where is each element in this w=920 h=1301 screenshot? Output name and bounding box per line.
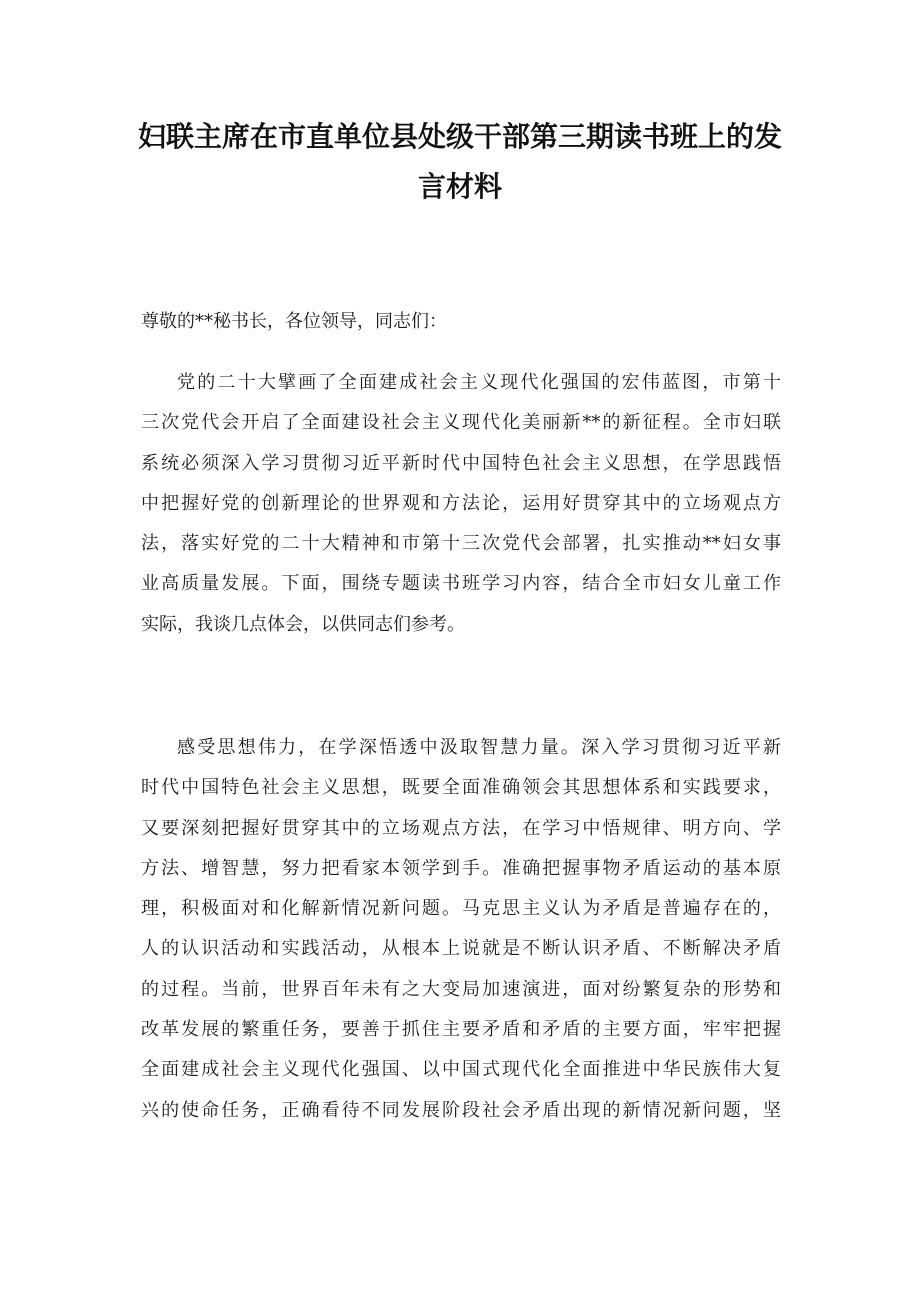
paragraph-line: 法，落实好党的二十大精神和市第十三次党代会部署，扎实推动**妇女事 xyxy=(141,533,781,555)
paragraph-line: 人的认识活动和实践活动，从根本上说就是不断认识矛盾、不断解决矛盾 xyxy=(141,938,781,960)
paragraph-line: 方法、增智慧，努力把看家本领学到手。准确把握事物矛盾运动的基本原 xyxy=(141,857,781,879)
paragraph-line: 党的二十大擘画了全面建成社会主义现代化强国的宏伟蓝图，市第十 xyxy=(177,372,781,393)
paragraph-line: 时代中国特色社会主义思想，既要全面准确领会其思想体系和实践要求， xyxy=(141,777,781,799)
paragraph-line: 兴的使命任务，正确看待不同发展阶段社会矛盾出现的新情况新问题，坚 xyxy=(141,1099,781,1121)
paragraph-line: 理，积极面对和化解新情况新问题。马克思主义认为矛盾是普遍存在的， xyxy=(141,898,781,920)
paragraph-line: 实际，我谈几点体会，以供同志们参考。 xyxy=(141,613,465,635)
paragraph-line: 感受思想伟力，在学深悟透中汲取智慧力量。深入学习贯彻习近平新 xyxy=(177,737,781,758)
paragraph-line: 全面建成社会主义现代化强国、以中国式现代化全面推进中华民族伟大复 xyxy=(141,1059,781,1081)
paragraph-line: 又要深刻把握好贯穿其中的立场观点方法，在学习中悟规律、明方向、学 xyxy=(141,817,781,839)
salutation: 尊敬的**秘书长，各位领导，同志们： xyxy=(141,311,447,332)
paragraph-line: 改革发展的繁重任务，要善于抓住主要矛盾和矛盾的主要方面，牢牢把握 xyxy=(141,1019,781,1041)
paragraph-line: 业高质量发展。下面，围绕专题读书班学习内容，结合全市妇女儿童工作 xyxy=(141,573,781,595)
title-line-2: 言材料 xyxy=(417,170,502,203)
paragraph-line: 中把握好党的创新理论的世界观和方法论，运用好贯穿其中的立场观点方 xyxy=(141,492,781,514)
paragraph-line: 三次党代会开启了全面建设社会主义现代化美丽新**的新征程。全市妇联 xyxy=(141,412,781,434)
paragraph-line: 系统必须深入学习贯彻习近平新时代中国特色社会主义思想，在学思践悟 xyxy=(141,452,781,474)
title-line-1: 妇联主席在市直单位县处级干部第三期读书班上的发 xyxy=(137,120,782,153)
document-title xyxy=(130,112,790,212)
paragraph-1 xyxy=(141,363,781,645)
paragraph-line: 的过程。当前，世界百年未有之大变局加速演进，面对纷繁复杂的形势和 xyxy=(141,978,781,1000)
paragraph-2 xyxy=(141,728,781,1131)
